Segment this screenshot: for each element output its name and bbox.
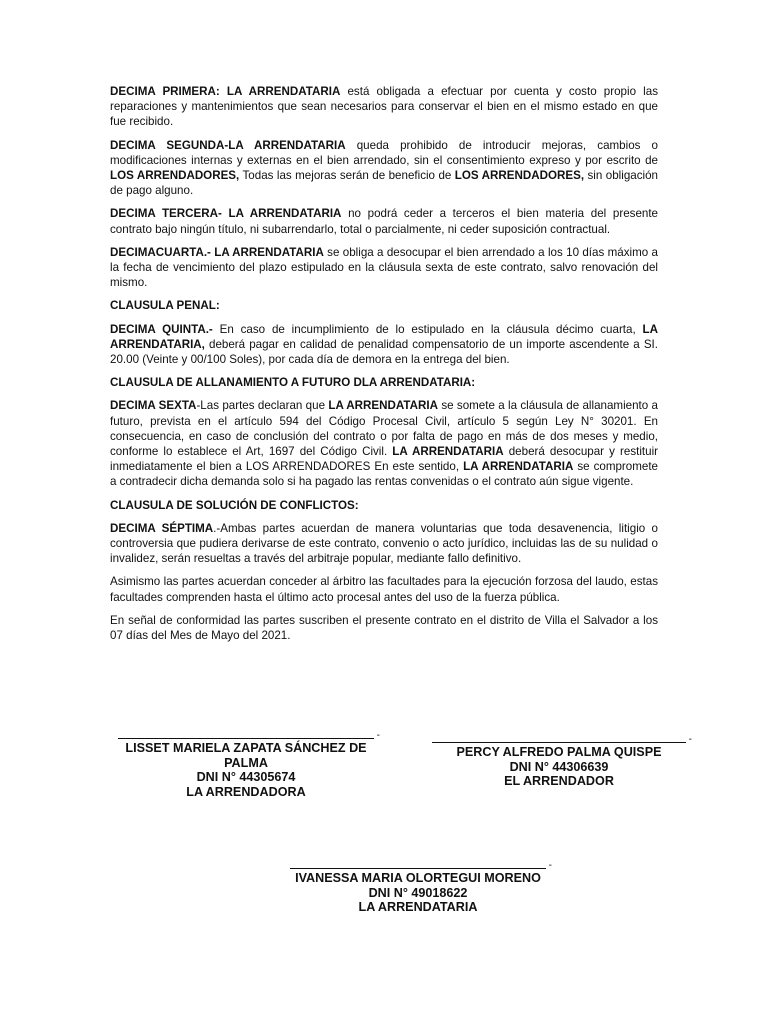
signer-name: PERCY ALFREDO PALMA QUISPE xyxy=(456,745,662,759)
bold-text: DECIMA PRIMERA: LA ARRENDATARIA xyxy=(110,85,341,98)
body-text: Todas las mejoras serán de beneficio de xyxy=(239,169,455,183)
bold-text: DECIMA SÉPTIMA xyxy=(110,521,214,535)
body-text: queda prohibido de introducir mejoras, cambios o modificaciones internas y externas en el bien arrendado, sin el consentimiento expreso y por escrito de xyxy=(110,138,658,167)
signature-line xyxy=(432,742,686,743)
clause-paragraph xyxy=(110,398,658,489)
bold-text: DECIMACUARTA.- LA ARRENDATARIA xyxy=(110,245,324,259)
signer-name: IVANESSA MARIA OLORTEGUI MORENO xyxy=(295,871,541,885)
clause-paragraph xyxy=(110,245,658,291)
section-heading: CLAUSULA PENAL: xyxy=(110,299,220,313)
body-text: se somete a la cláusula de allanamiento a futuro, prevista en el artículo 594 del Código Procesal Civil, artículo 5 según Ley N° 30201. En consecuencia, en caso de conclusión del contrato o por falta de pago en más de dos meses y medio, conforme lo establece el Art, 1697 del Código Civil. xyxy=(110,399,659,459)
clause-paragraph xyxy=(110,322,658,368)
bold-text: DECIMA QUINTA.- xyxy=(110,322,213,336)
bold-text: DECIMA SEXTA xyxy=(110,399,197,413)
bold-text: LA ARRENDATARIA xyxy=(328,399,438,413)
signer-dni: DNI N° 49018622 xyxy=(368,885,468,900)
section-heading: CLAUSULA DE SOLUCIÓN DE CONFLICTOS: xyxy=(110,498,359,512)
body-text: En caso de incumplimiento de lo estipulado en la cláusula décimo cuarta, xyxy=(212,322,643,336)
body-text: sin obligación de pago alguno. xyxy=(110,169,658,198)
bold-text: LOS ARRENDADORES, xyxy=(110,169,240,183)
body-text: deberá desocupar y restituir inmediatamente el bien a LOS ARRENDADORES En este sentido, xyxy=(110,445,659,474)
signature-block-arrendataria xyxy=(290,868,546,915)
signer-dni: DNI N° 44306639 xyxy=(509,759,609,774)
signature-block-arrendadora xyxy=(118,738,374,799)
clause-paragraph xyxy=(110,521,658,567)
signer-role: EL ARRENDADOR xyxy=(504,774,614,789)
body-text: .-Ambas partes acuerdan de manera voluntarias que toda desavenencia, litigio o controversia que pudiera derivarse de este contrato, convenio o acto jurídico, incluidas las de su nulidad o invalidez, serán resueltas a través del arbitraje popular, mediante fallo definitivo. xyxy=(110,521,659,566)
body-text: En señal de conformidad las partes suscriben el presente contrato en el distrito de Villa el Salvador a los 07 días del Mes de Mayo del 2021. xyxy=(110,613,658,643)
clause-paragraph xyxy=(110,84,658,130)
bold-text: DECIMA TERCERA- LA ARRENDATARIA xyxy=(110,207,342,221)
body-text: no podrá ceder a terceros el bien materia del presente contrato bajo ningún título, ni subarrendarlo, total o parcialmente, ni ceder suposición contractual. xyxy=(110,207,659,236)
body-text: deberá pagar en calidad de penalidad compensatorio de un importe ascendente a SI. 20.00 (Veinte y 00/100 Soles), por cada día de demora en la entrega del bien. xyxy=(110,337,658,367)
signer-role: LA ARRENDATARIA xyxy=(358,900,478,915)
clause-paragraph xyxy=(110,613,658,643)
signer-dni: DNI N° 44305674 xyxy=(196,770,296,785)
body-text: está obligada a efectuar por cuenta y costo propio las reparaciones y mantenimientos que sean necesarios para conservar el bien en el mismo estado en que fue recibido. xyxy=(110,85,658,129)
signature-block-arrendador xyxy=(432,742,686,789)
signer-name: LISSET MARIELA ZAPATA SÁNCHEZ DE PALMA xyxy=(125,741,367,770)
bold-text: LOS ARRENDADORES, xyxy=(454,169,585,183)
section-heading: CLAUSULA DE ALLANAMIENTO A FUTURO DLA ARRENDATARIA: xyxy=(110,376,476,390)
signature-line xyxy=(118,738,374,739)
body-text: se obliga a desocupar el bien arrendado a los 10 días máximo a la fecha de vencimiento del plazo estipulado en la cláusula sexta de este contrato, salvo renovación del mismo. xyxy=(110,245,658,290)
bold-text: LA ARRENDATARIA xyxy=(392,445,504,459)
body-text: se compromete a contradecir dicha demanda solo si ha pagado las rentas convenidas o el contrato aún sigue vigente. xyxy=(110,460,659,489)
body-text: Asimismo las partes acuerdan conceder al árbitro las facultades para la ejecución forzosa del laudo, estas facultades comprenden hasta el último acto procesal antes del uso de la fuerza pública. xyxy=(110,575,658,604)
clause-paragraph xyxy=(110,206,658,236)
clause-paragraph xyxy=(110,138,658,199)
contract-body xyxy=(110,84,658,651)
bold-text: LA ARRENDATARIA, xyxy=(110,322,658,351)
bold-text: LA ARRENDATARIA xyxy=(463,460,574,474)
signer-role: LA ARRENDADORA xyxy=(186,784,306,799)
bold-text: DECIMA SEGUNDA-LA ARRENDATARIA xyxy=(110,138,346,152)
body-text: -Las partes declaran que xyxy=(196,399,329,413)
clause-paragraph xyxy=(110,574,658,604)
signature-line xyxy=(290,868,546,869)
